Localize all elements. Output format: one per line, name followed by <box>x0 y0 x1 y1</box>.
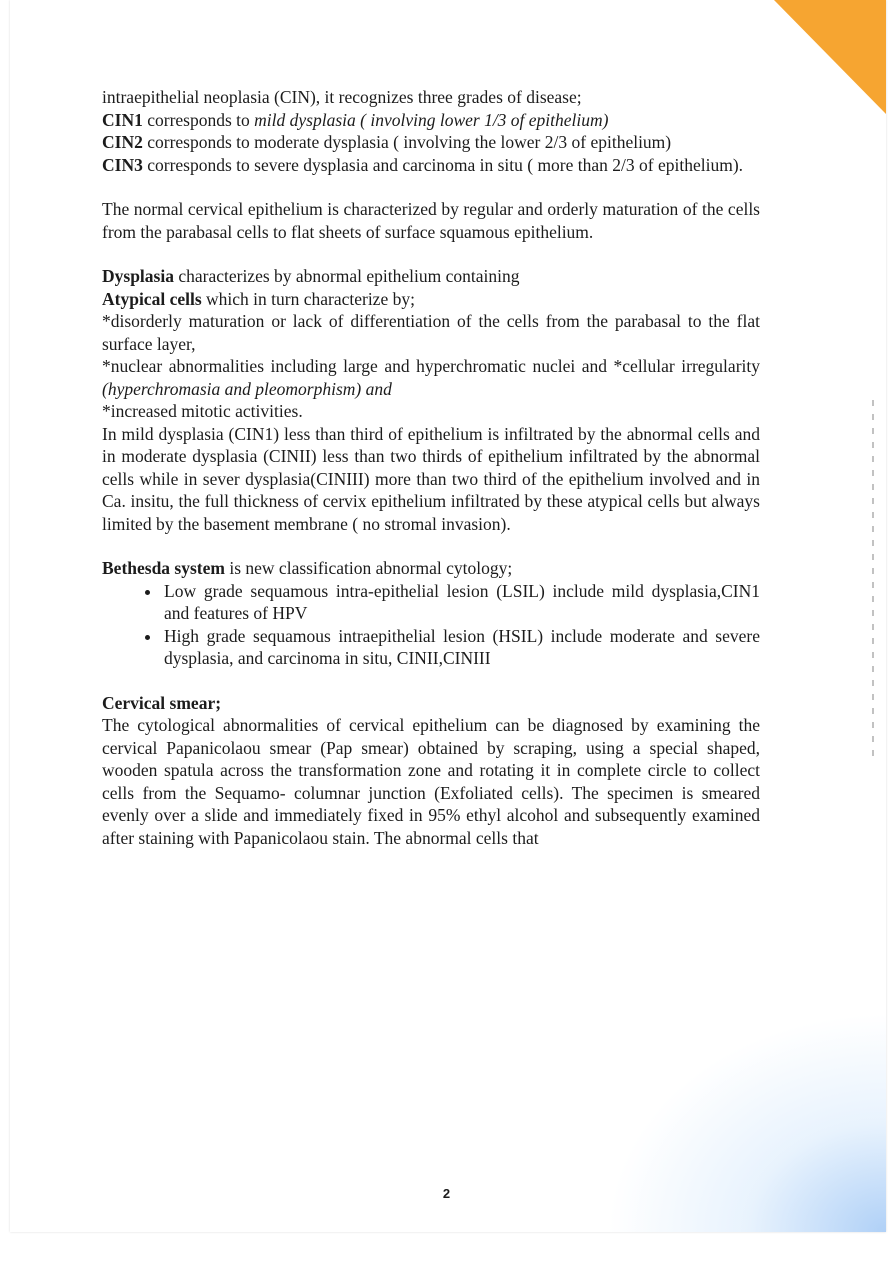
spacer <box>102 176 760 198</box>
cin3-line <box>102 154 760 177</box>
dysplasia-intro-text: characterizes by abnormal epithelium containing <box>173 266 520 286</box>
dysplasia-point-2b: (hyperchromasia and pleomorphism) and <box>102 378 392 399</box>
atypical-term: Atypical cells <box>102 288 202 309</box>
cin2-label: CIN2 <box>102 132 143 152</box>
dysplasia-intro <box>102 265 760 288</box>
cervical-smear-heading: Cervical smear; <box>102 692 222 713</box>
dysplasia-point-2 <box>102 355 760 400</box>
bethesda-intro <box>102 557 760 580</box>
dysplasia-point-2a: *nuclear abnormalities including large and hyperchromatic nuclei and *cellular irregularity <box>102 356 760 376</box>
list-item: • Low grade sequamous intra-epithelial lesion (LSIL) include mild dysplasia,CIN1 and features of HPV <box>162 580 760 625</box>
bethesda-intro-text: is new classification abnormal cytology; <box>224 558 513 578</box>
spacer <box>102 670 760 692</box>
cin-intro: intraepithelial neoplasia (CIN), it recognizes three grades of disease; <box>102 87 582 107</box>
dysplasia-point-3: *increased mitotic activities. <box>102 401 303 421</box>
cin3-label: CIN3 <box>102 154 143 175</box>
spacer <box>102 243 760 265</box>
cin1-pre: corresponds to <box>142 109 255 130</box>
document-body <box>102 86 760 849</box>
bethesda-term: Bethesda system <box>102 558 225 578</box>
cervical-smear-paragraph: The cytological abnormalities of cervical epithelium can be diagnosed by examining the cervical Papanicolaou smear (Pap smear) obtained by scraping, using a special shaped, wooden spatula across the transformation zone and rotating it in complete circle to collect cells from the Sequamo- columnar junction (Exfoliated cells). The specimen is smeared evenly over a slide and immediately fixed in 95% ethyl alcohol and subsequently examined after staining with Papanicolaou stain. The abnormal cells that <box>102 715 760 848</box>
cin1-label: CIN1 <box>102 109 143 130</box>
atypical-text: which in turn characterize by; <box>201 288 415 309</box>
bethesda-list <box>102 580 760 670</box>
cin1-line <box>102 109 760 132</box>
dysplasia-point-1: *disorderly maturation or lack of differentiation of the cells from the parabasal to the flat surface layer, <box>102 311 760 354</box>
dysplasia-term: Dysplasia <box>102 266 174 286</box>
atypical-cells-line <box>102 288 760 311</box>
cin1-desc: mild dysplasia ( involving lower 1/3 of epithelium) <box>254 109 609 130</box>
page-number: 2 <box>442 1186 451 1201</box>
spacer <box>102 535 760 557</box>
cin2-line <box>102 131 760 154</box>
list-item: • High grade sequamous intraepithelial lesion (HSIL) include moderate and severe dysplasia, and carcinoma in situ, CINII,CINIII <box>162 625 760 670</box>
cin3-desc: corresponds to severe dysplasia and carcinoma in situ ( more than 2/3 of epithelium). <box>142 154 744 175</box>
normal-epithelium-paragraph: The normal cervical epithelium is characterized by regular and orderly maturation of the cells from the parabasal cells to flat sheets of surface squamous epithelium. <box>102 199 760 242</box>
scan-edge-mark <box>872 400 874 760</box>
dysplasia-grades-paragraph: In mild dysplasia (CIN1) less than third of epithelium is infiltrated by the abnormal cells and in moderate dysplasia (CINII) less than two thirds of epithelium infiltrated by the abnormal cells while in sever dysplasia(CINIII) more than two third of the epithelium involved and in Ca. insitu, the full thickness of cervix epithelium infiltrated by these atypical cells but always limited by the basement membrane ( no stromal invasion). <box>102 423 760 534</box>
cin2-desc: corresponds to moderate dysplasia ( involving the lower 2/3 of epithelium) <box>142 132 672 152</box>
page-corner-fold <box>746 0 886 120</box>
